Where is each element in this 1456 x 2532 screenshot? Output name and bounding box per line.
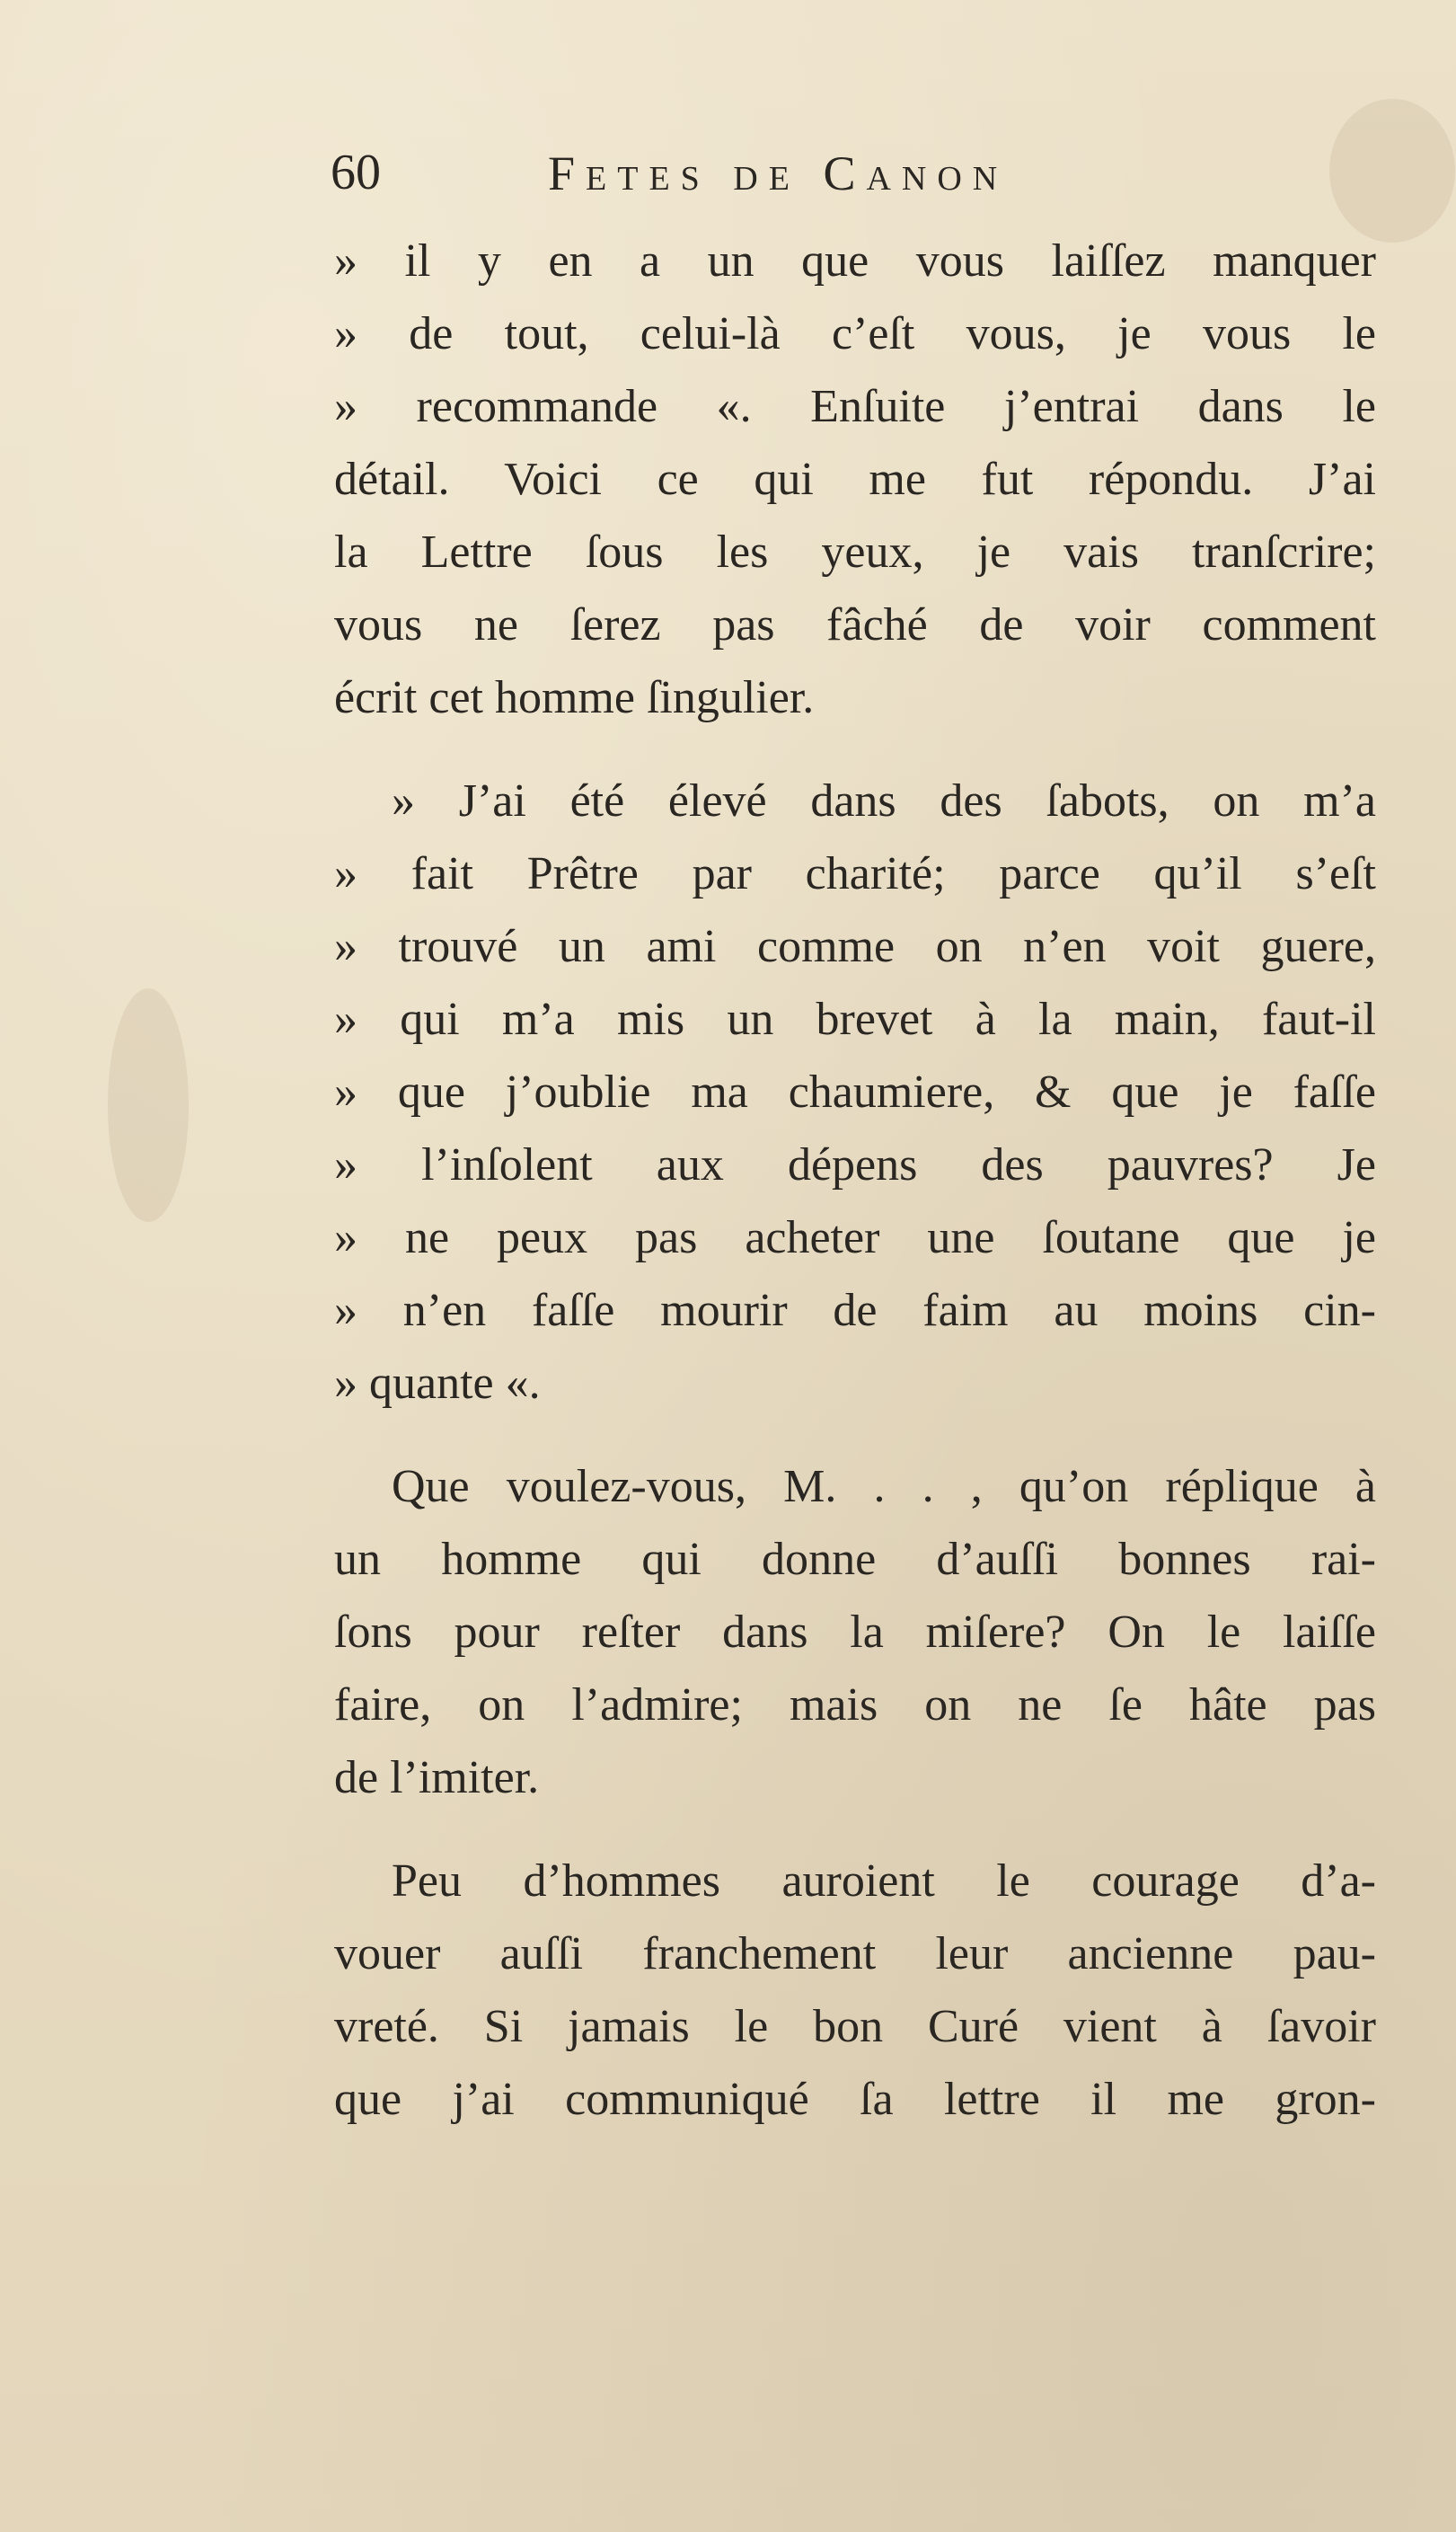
- text-line: » quante «.: [334, 1358, 541, 1409]
- paper-stain: [108, 988, 189, 1222]
- text-line: un homme qui donne d’auſſi bonnes rai-: [334, 1534, 1376, 1585]
- text-line: vreté. Si jamais le bon Curé vient à ſavoir: [334, 2001, 1376, 2052]
- text-line: écrit cet homme ſingulier.: [334, 672, 815, 723]
- text-line: vous ne ſerez pas fâché de voir comment: [334, 599, 1376, 651]
- text-line: » il y en a un que vous laiſſez manquer: [334, 235, 1376, 287]
- text-line: » J’ai été élevé dans des ſabots, on m’a: [392, 775, 1376, 827]
- text-line: » de tout, celui-là c’eſt vous, je vous le: [334, 308, 1376, 359]
- text-line: de l’imiter.: [334, 1752, 540, 1803]
- text-line: vouer auſſi franchement leur ancienne pau-: [334, 1928, 1376, 1979]
- text-line: Peu d’hommes auroient le courage d’a-: [392, 1855, 1376, 1907]
- text-line: détail. Voici ce qui me fut répondu. J’ai: [334, 454, 1376, 505]
- text-line: » que j’oublie ma chaumiere, & que je faſſe: [334, 1067, 1376, 1118]
- paragraph-gap: [334, 1420, 1376, 1450]
- running-title: Fetes de Canon: [548, 146, 1009, 200]
- text-line: faire, on l’admire; mais on ne ſe hâte pas: [334, 1679, 1376, 1731]
- text-line: » n’en faſſe mourir de faim au moins cin-: [334, 1285, 1376, 1336]
- text-line: » fait Prêtre par charité; parce qu’il s’eſt: [334, 848, 1376, 899]
- text-line: que j’ai communiqué ſa lettre il me gron-: [334, 2074, 1376, 2125]
- text-line: » recommande «. Enſuite j’entrai dans le: [334, 381, 1376, 432]
- body-text: [334, 225, 1376, 2136]
- page-number: 60: [331, 145, 381, 200]
- paper-stain: [1329, 99, 1455, 243]
- text-line: » qui m’a mis un brevet à la main, faut-il: [334, 994, 1376, 1045]
- paragraph-gap: [334, 734, 1376, 765]
- text-line: » trouvé un ami comme on n’en voit guere,: [334, 921, 1376, 972]
- text-line: la Lettre ſous les yeux, je vais tranſcrire;: [334, 527, 1376, 578]
- paragraph-gap: [334, 1814, 1376, 1845]
- page-header: [323, 135, 1177, 207]
- text-line: Que voulez-vous, M. . . , qu’on réplique à: [392, 1461, 1376, 1512]
- text-line: » ne peux pas acheter une ſoutane que je: [334, 1212, 1376, 1263]
- text-line: » l’inſolent aux dépens des pauvres? Je: [334, 1139, 1376, 1191]
- text-line: ſons pour reſter dans la miſere? On le laiſſe: [334, 1607, 1376, 1658]
